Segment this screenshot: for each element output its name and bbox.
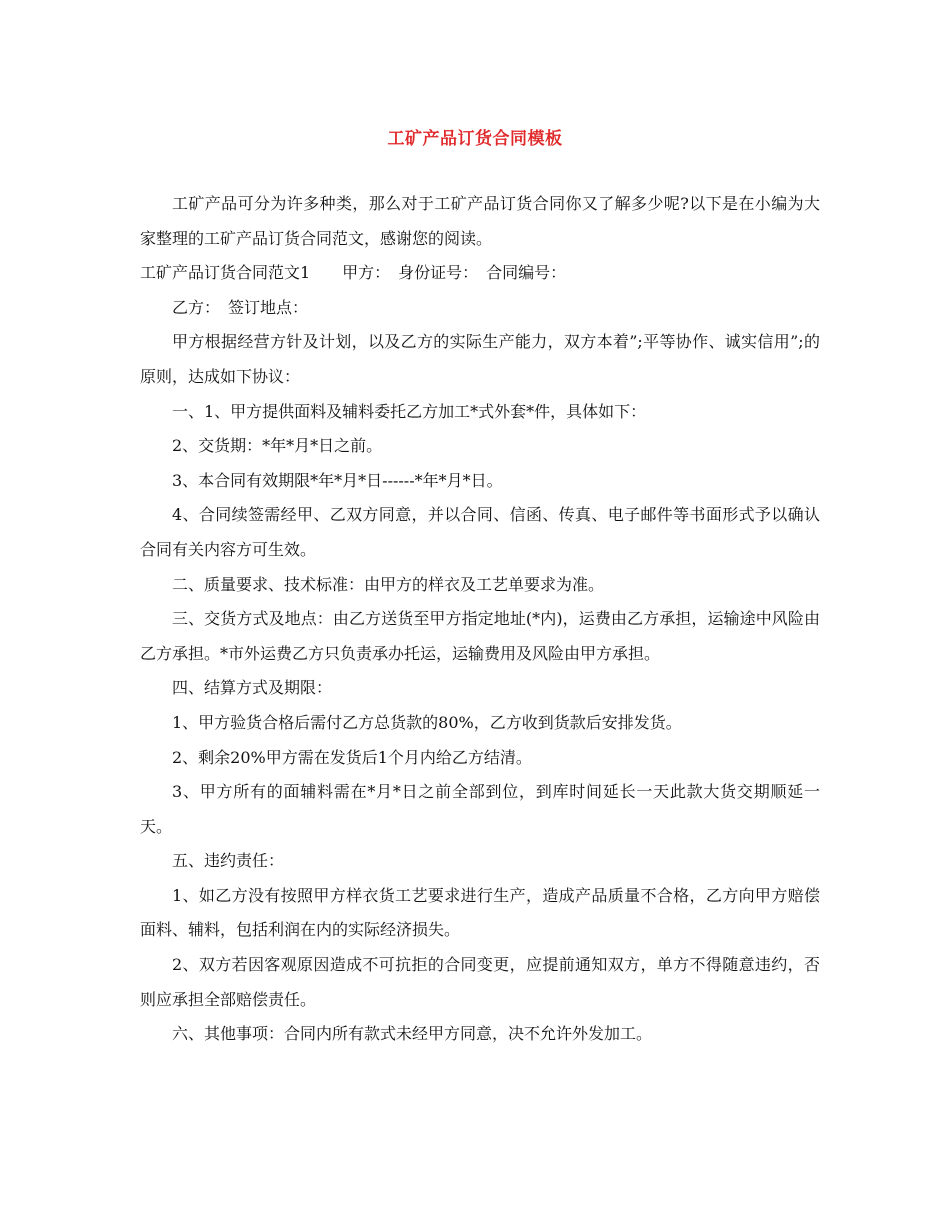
- agreement-preamble: 甲方根据经营方针及计划，以及乙方的实际生产能力，双方本着”;平等协作、诚实信用”;的原则，达成如下协议：: [140, 332, 820, 386]
- clause-5-heading: 五、违约责任：: [172, 851, 285, 871]
- clause-4-2: 2、剩余20%甲方需在发货后1个月内给乙方结清。: [172, 747, 532, 767]
- clause-5-1: 1、如乙方没有按照甲方样衣货工艺要求进行生产，造成产品质量不合格，乙方向甲方赔偿面料、辅料，包括利润在内的实际经济损失。: [140, 885, 820, 940]
- clause-4-1: 1、甲方验货合格后需付乙方总货款的80%，乙方收到货款后安排发货。: [172, 712, 682, 732]
- document-title: 工矿产品订货合同模板: [387, 129, 563, 149]
- intro-paragraph: 工矿产品可分为许多种类，那么对于工矿产品订货合同你又了解多少呢?以下是在小编为大家整理的工矿产品订货合同范文，感谢您的阅读。: [140, 194, 820, 248]
- clause-4-heading: 四、结算方式及期限：: [172, 678, 333, 698]
- clause-3: 三、交货方式及地点：由乙方送货至甲方指定地址(*内)，运费由乙方承担，运输途中风险由乙方承担。*市外运费乙方只负责承办托运，运输费用及风险由甲方承担。: [140, 609, 820, 663]
- clause-1-3: 3、本合同有效期限*年*月*日------*年*月*日。: [172, 470, 503, 490]
- clause-5-2: 2、双方若因客观原因造成不可抗拒的合同变更，应提前通知双方，单方不得随意违约，否则应承担全部赔偿责任。: [140, 955, 820, 1009]
- clause-6: 六、其他事项：合同内所有款式未经甲方同意，决不允许外发加工。: [172, 1024, 653, 1044]
- clause-1-4: 4、合同续签需经甲、乙双方同意，并以合同、信函、传真、电子邮件等书面形式予以确认合同有关内容方可生效。: [140, 505, 820, 559]
- clause-1-2: 2、交货期：*年*月*日之前。: [172, 436, 383, 456]
- clause-2: 二、质量要求、技术标准：由甲方的样衣及工艺单要求为准。: [172, 574, 605, 594]
- contract-header-line: 工矿产品订货合同范文1 甲方： 身份证号： 合同编号：: [140, 263, 567, 283]
- document-body: [140, 187, 820, 1052]
- clause-4-3: 3、甲方所有的面辅料需在*月*日之前全部到位，到库时间延长一天此款大货交期顺延一天。: [140, 782, 820, 836]
- party-b-line: 乙方： 签订地点：: [172, 297, 309, 317]
- clause-1-1: 一、1、甲方提供面料及辅料委托乙方加工*式外套*件，具体如下：: [172, 401, 647, 421]
